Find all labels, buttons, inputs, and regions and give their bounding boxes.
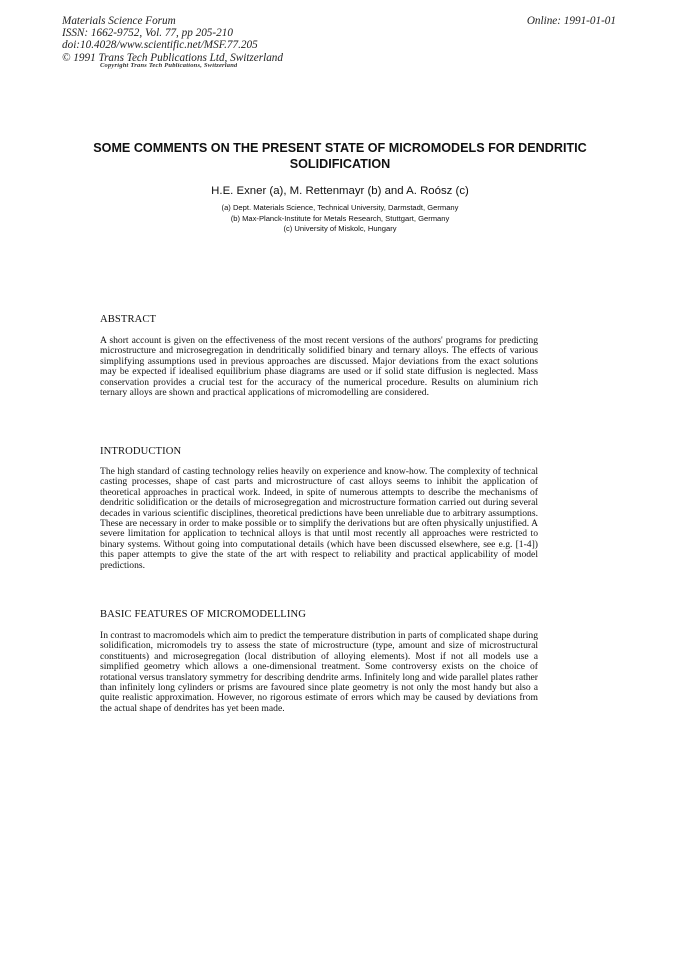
journal-header bbox=[62, 15, 283, 64]
affiliation-b: (b) Max-Planck-Institute for Metals Research, Stuttgart, Germany bbox=[230, 213, 450, 223]
issn-line: ISSN: 1662-9752, Vol. 77, pp 205-210 bbox=[62, 27, 233, 40]
doi-link[interactable]: doi:10.4028/www.scientific.net/MSF.77.205 bbox=[62, 39, 258, 52]
journal-name: Materials Science Forum bbox=[62, 15, 176, 27]
paper-title: SOME COMMENTS ON THE PRESENT STATE OF MICROMODELS FOR DENDRITIC SOLIDIFICATION bbox=[93, 141, 587, 171]
basic-features-body: In contrast to macromodels which aim to predict the temperature distribution in parts of complicated shape during solidification, micromodels try to assess the state of microstructure (type, amount and size of microstructural constituents) and microsegregation (local distribution of alloying elements). Most if not all models use a simplified geometry which allows a one-dimensional treatment. Some controversy exists on the choice of rotational versus translatory symmetry for describing dendrite arms. Infinitely long and wide parallel plates rather than infinitely long cylinders or prisms are favoured since plate geometry is not only the most handy but also a quite realistic approximation. However, no rigorous estimate of errors which may be caused by deviations from the actual shape of dendrites has yet been made. bbox=[100, 630, 538, 714]
abstract-body: A short account is given on the effectiveness of the most recent versions of the authors' programs for predicting microstructure and microsegregation in dendritically solidified binary and ternary alloys. The effects of various simplifying assumptions used in previous approaches are discussed. Major deviations from the exact solutions may be expected if idealised equilibrium phase diagrams are used or if solid state diffusion is neglected. Mass conservation provides a crucial test for the accuracy of the numerical procedure. Results on aluminium rich ternary alloys are shown and practical applications of micromodelling are considered. bbox=[100, 335, 538, 399]
copyright-stamp: Copyright Trans Tech Publications, Switzerland bbox=[100, 63, 238, 69]
affiliations bbox=[90, 203, 590, 235]
affiliation-a: (a) Dept. Materials Science, Technical University, Darmstadt, Germany bbox=[221, 203, 459, 212]
copyright-line: © 1991 Trans Tech Publications Ltd, Switzerland bbox=[62, 51, 283, 64]
basic-features-heading: BASIC FEATURES OF MICROMODELLING bbox=[100, 609, 306, 620]
affiliation-c: (c) University of Miskolc, Hungary bbox=[283, 224, 397, 234]
abstract-heading: ABSTRACT bbox=[100, 314, 157, 325]
introduction-body: The high standard of casting technology relies heavily on experience and know-how. The complexity of technical casting processes, shape of cast parts and microstructure of cast alloys seems to inhibit the application of theoretical approaches in practical work. Indeed, in spite of numerous attempts to describe the mechanisms of dendritic solidification or the details of microsegregation and microstructure formation carried out during several decades in various scientific disciplines, theoretical predictions have been unreliable due to arbitrary assumptions. These are necessary in order to make possible or to simplify the derivations but are often physically unjustified. A severe limitation for application to technical alloys is that until most recently all approaches were restricted to binary systems. Without going into computational details (which have been discussed elsewhere, see e.g. [1-4]) this paper attempts to give the state of the art with respect to reliability and practical applicability of model predictions. bbox=[100, 466, 538, 571]
author-list: H.E. Exner (a), M. Rettenmayr (b) and A. Roósz (c) bbox=[211, 185, 469, 197]
introduction-heading: INTRODUCTION bbox=[100, 446, 182, 457]
online-date: Online: 1991-01-01 bbox=[526, 15, 616, 27]
